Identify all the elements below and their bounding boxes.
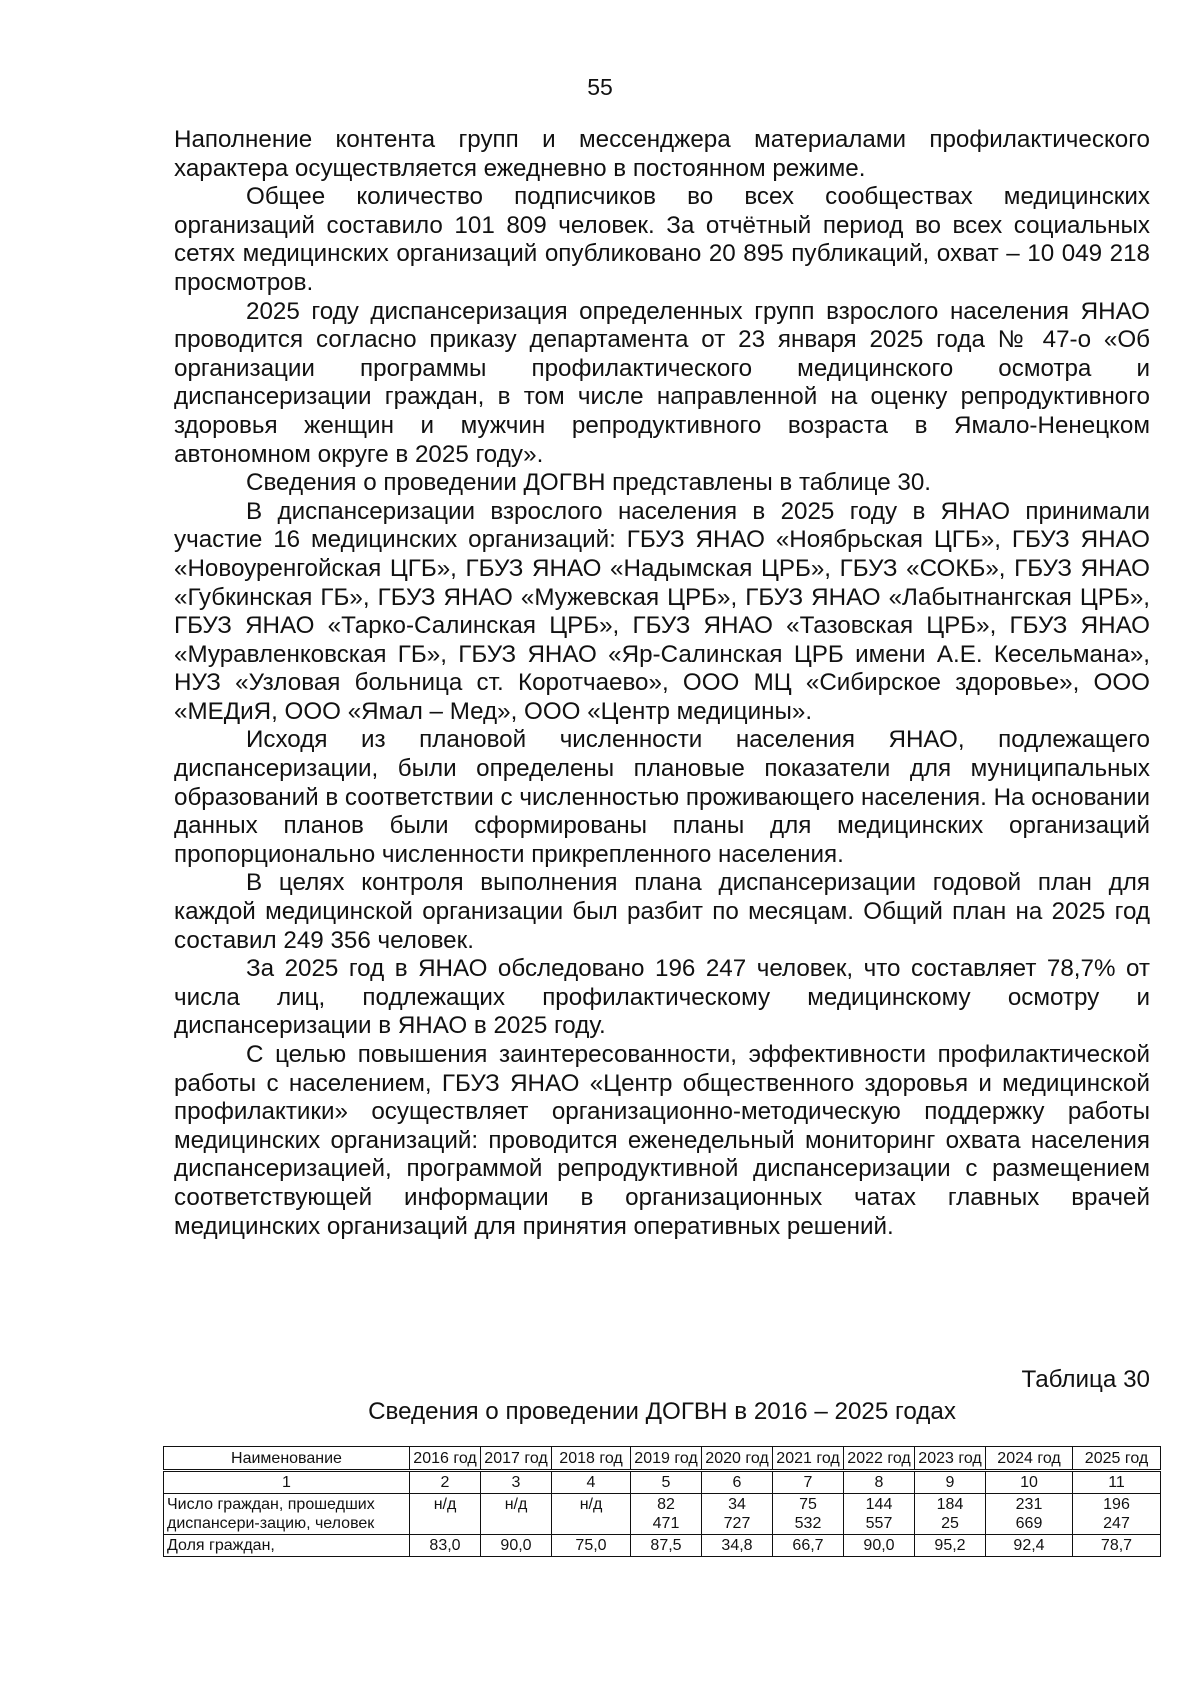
paragraph: С целью повышения заинтересованности, эффективности профилактической работы с населением, ГБУЗ ЯНАО «Центр общественного здоровья и медицинской профилактики» осуществляет организационно-методическую поддержку работы медицинских организаций: проводится еженедельный мониторинг охвата населения диспансеризацией, программой репродуктивной диспансеризации с размещением соответствующей информации в организационных чатах главных врачей медицинских организаций для принятия оперативных решений.: [174, 1041, 1150, 1240]
value-cell: 34,8: [702, 1535, 773, 1557]
paragraph: Наполнение контента групп и мессенджера материалами профилактического характера осуществляется ежедневно в постоянном режиме.: [174, 126, 1150, 182]
header-cell: 2016 год: [410, 1447, 481, 1471]
header-cell: 2017 год: [481, 1447, 552, 1471]
table-number: Таблица 30: [1021, 1366, 1150, 1393]
value-cell: 75,0: [552, 1535, 631, 1557]
column-number-cell: 10: [986, 1471, 1073, 1494]
table-header-row: [164, 1447, 1161, 1471]
value-cell: 78,7: [1073, 1535, 1161, 1557]
dispensary-table: [163, 1446, 1161, 1557]
value-cell: 34 727: [702, 1494, 773, 1535]
paragraph: В целях контроля выполнения плана диспансеризации годовой план для каждой медицинской организации был разбит по месяцам. Общий план на 2025 год составил 249 356 человек.: [174, 869, 1150, 954]
header-cell: Наименование: [164, 1447, 410, 1471]
table-title: Сведения о проведении ДОГВН в 2016 – 2025 годах: [368, 1397, 956, 1425]
value-cell: 87,5: [631, 1535, 702, 1557]
header-cell: 2019 год: [631, 1447, 702, 1471]
value-cell: н/д: [410, 1494, 481, 1535]
value-cell: 196 247: [1073, 1494, 1161, 1535]
column-number-cell: 8: [844, 1471, 915, 1494]
header-cell: 2020 год: [702, 1447, 773, 1471]
header-cell: 2022 год: [844, 1447, 915, 1471]
body-text: [174, 126, 1150, 1241]
column-number-cell: 3: [481, 1471, 552, 1494]
header-cell: 2018 год: [552, 1447, 631, 1471]
value-cell: 82 471: [631, 1494, 702, 1535]
column-number-cell: 7: [773, 1471, 844, 1494]
column-number-cell: 4: [552, 1471, 631, 1494]
column-number-row: [164, 1471, 1161, 1494]
paragraph: За 2025 год в ЯНАО обследовано 196 247 человек, что составляет 78,7% от числа лиц, подлежащих профилактическому медицинскому осмотру и диспансеризации в ЯНАО в 2025 году.: [174, 955, 1150, 1040]
header-cell: 2021 год: [773, 1447, 844, 1471]
column-number-cell: 5: [631, 1471, 702, 1494]
column-number-cell: 2: [410, 1471, 481, 1494]
value-cell: 90,0: [481, 1535, 552, 1557]
column-number-cell: 6: [702, 1471, 773, 1494]
page-number: 55: [587, 74, 613, 100]
header-cell: 2024 год: [986, 1447, 1073, 1471]
table-caption: [174, 1366, 1150, 1426]
value-cell: 92,4: [986, 1535, 1073, 1557]
value-cell: 83,0: [410, 1535, 481, 1557]
header-cell: 2025 год: [1073, 1447, 1161, 1471]
row-label-cell: Число граждан, прошедших диспансери-зацию, человек: [164, 1494, 410, 1535]
row-label-cell: Доля граждан,: [164, 1535, 410, 1557]
value-cell: 66,7: [773, 1535, 844, 1557]
value-cell: 144 557: [844, 1494, 915, 1535]
paragraph: Общее количество подписчиков во всех сообществах медицинских организаций составило 101 809 человек. За отчётный период во всех социальных сетях медицинских организаций опубликовано 20 895 публикаций, охват – 10 049 218 просмотров.: [174, 183, 1150, 296]
value-cell: н/д: [552, 1494, 631, 1535]
value-cell: 95,2: [915, 1535, 986, 1557]
value-cell: 75 532: [773, 1494, 844, 1535]
paragraph: 2025 году диспансеризация определенных групп взрослого населения ЯНАО проводится согласно приказу департамента от 23 января 2025 года № 47-о «Об организации программы профилактического медицинского осмотра и диспансеризации граждан, в том числе направленной на оценку репродуктивного здоровья женщин и мужчин репродуктивного возраста в Ямало-Ненецком автономном округе в 2025 году».: [174, 297, 1150, 468]
column-number-cell: 11: [1073, 1471, 1161, 1494]
value-cell: 184 25: [915, 1494, 986, 1535]
header-cell: 2023 год: [915, 1447, 986, 1471]
paragraph: Исходя из плановой численности населения ЯНАО, подлежащего диспансеризации, были определены плановые показатели для муниципальных образований в соответствии с численностью проживающего населения. На основании данных планов были сформированы планы для медицинских организаций пропорционально численности прикрепленного населения.: [174, 726, 1150, 868]
paragraph: В диспансеризации взрослого населения в 2025 году в ЯНАО принимали участие 16 медицинских организаций: ГБУЗ ЯНАО «Ноябрьская ЦГБ», ГБУЗ ЯНАО «Новоуренгойская ЦГБ», ГБУЗ ЯНАО «Надымская ЦРБ», ГБУЗ «СОКБ», ГБУЗ ЯНАО «Губкинская ГБ», ГБУЗ ЯНАО «Мужевская ЦРБ», ГБУЗ ЯНАО «Лабытнангская ЦРБ», ГБУЗ ЯНАО «Тарко-Салинская ЦРБ», ГБУЗ ЯНАО «Тазовская ЦРБ», ГБУЗ ЯНАО «Муравленковская ГБ», ГБУЗ ЯНАО «Яр-Салинская ЦРБ имени А.Е. Кесельмана», НУЗ «Узловая больница ст. Коротчаево», ООО МЦ «Сибирское здоровье», ООО «МЕДиЯ, ООО «Ямал – Мед», ООО «Центр медицины».: [174, 497, 1150, 725]
value-cell: 90,0: [844, 1535, 915, 1557]
column-number-cell: 1: [164, 1471, 410, 1494]
paragraph: Сведения о проведении ДОГВН представлены в таблице 30.: [246, 469, 932, 497]
value-cell: н/д: [481, 1494, 552, 1535]
column-number-cell: 9: [915, 1471, 986, 1494]
table-row: [164, 1494, 1161, 1535]
table-row: [164, 1535, 1161, 1557]
value-cell: 231 669: [986, 1494, 1073, 1535]
